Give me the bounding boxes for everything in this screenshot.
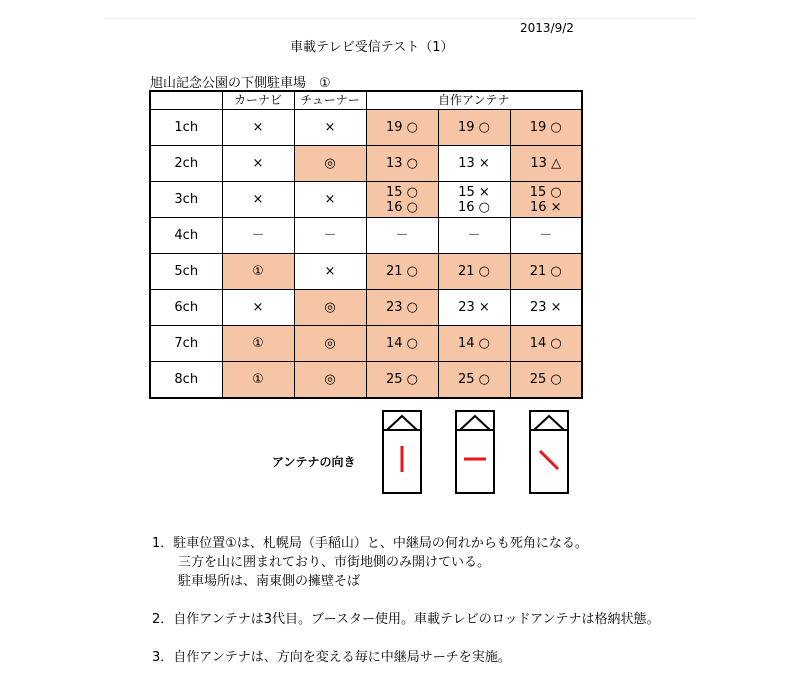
carnavi-cell: ① [222, 254, 294, 290]
note-3: 3．自作アンテナは、方向を変える毎に中継局サーチを実施。 [152, 650, 511, 665]
antenna-cell [438, 254, 510, 290]
top-rule [104, 18, 696, 19]
antenna-reading: 25 ○ [457, 372, 491, 387]
header-tuner: チューナー [294, 91, 366, 110]
location-label: 旭山記念公園の下側駐車場 ① [150, 76, 331, 91]
carnavi-cell: × [222, 110, 294, 146]
antenna-cell [510, 146, 582, 182]
antenna-cell [438, 182, 510, 218]
antenna-cell [438, 362, 510, 399]
channel-cell: 2ch [150, 146, 222, 182]
antenna-reading: 25 ○ [385, 372, 419, 387]
antenna-reading: 19 ○ [457, 120, 491, 135]
reception-table [149, 90, 583, 399]
antenna-reading: 21 ○ [385, 264, 419, 279]
antenna-diagonal-diagram [529, 410, 569, 494]
table-row [150, 326, 582, 362]
tuner-cell: × [294, 110, 366, 146]
table-row [150, 182, 582, 218]
antenna-reading: 13 × [458, 156, 490, 171]
antenna-cell [510, 326, 582, 362]
antenna-reading: 16 × [529, 199, 562, 215]
table-body [150, 110, 582, 399]
antenna-reading: － [395, 228, 409, 243]
antenna-cell [438, 290, 510, 326]
antenna-cell [510, 290, 582, 326]
antenna-cell [510, 218, 582, 254]
antenna-reading: 15 ○ [529, 184, 562, 200]
antenna-cell [510, 182, 582, 218]
antenna-reading: 23 ○ [385, 300, 419, 315]
channel-cell: 7ch [150, 326, 222, 362]
channel-cell: 3ch [150, 182, 222, 218]
antenna-cell [366, 182, 438, 218]
antenna-cell [366, 362, 438, 399]
antenna-cell [366, 110, 438, 146]
tuner-cell: ◎ [294, 146, 366, 182]
table-row [150, 218, 582, 254]
table-row [150, 290, 582, 326]
antenna-direction-label: アンテナの向き [272, 455, 356, 469]
antenna-reading: 19 ○ [385, 120, 419, 135]
antenna-cell [366, 254, 438, 290]
antenna-vertical-diagram [382, 410, 422, 494]
antenna-reading: 15 × [458, 184, 490, 200]
table-row [150, 146, 582, 182]
carnavi-cell: ① [222, 362, 294, 399]
antenna-cell [366, 218, 438, 254]
antenna-cell [438, 218, 510, 254]
carnavi-cell: × [222, 290, 294, 326]
note-2: 2．自作アンテナは3代目。ブースター使用。車載テレビのロッドアンテナは格納状態。 [152, 612, 660, 627]
antenna-reading: 14 ○ [457, 336, 491, 351]
carnavi-cell: × [222, 182, 294, 218]
antenna-reading: 23 × [458, 300, 490, 315]
antenna-cell [438, 146, 510, 182]
channel-cell: 6ch [150, 290, 222, 326]
antenna-reading: 23 × [529, 300, 562, 315]
channel-cell: 8ch [150, 362, 222, 399]
tuner-cell: ◎ [294, 362, 366, 399]
tuner-cell: － [294, 218, 366, 254]
note-1-line-3: 駐車場所は、南東側の擁壁そば [152, 574, 361, 589]
carnavi-cell: － [222, 218, 294, 254]
tuner-cell: ◎ [294, 290, 366, 326]
antenna-reading: 13 △ [530, 156, 562, 171]
table-row [150, 254, 582, 290]
header-antenna: 自作アンテナ [366, 91, 582, 110]
table-header-row [150, 91, 582, 110]
channel-cell: 1ch [150, 110, 222, 146]
table-row [150, 362, 582, 399]
antenna-reading: － [539, 228, 553, 243]
antenna-reading: 19 ○ [529, 120, 562, 135]
channel-cell: 4ch [150, 218, 222, 254]
antenna-cell [366, 326, 438, 362]
tuner-cell: × [294, 254, 366, 290]
note-1-line-1: 1．駐車位置①は、札幌局（手稲山）と、中継局の何れからも死角になる。 [152, 536, 588, 551]
antenna-reading: 25 ○ [529, 372, 562, 387]
notes-section [152, 534, 660, 667]
tuner-cell: × [294, 182, 366, 218]
antenna-cell [510, 110, 582, 146]
carnavi-cell: ① [222, 326, 294, 362]
note-1-line-2: 三方を山に囲まれており、市街地側のみ開けている。 [152, 555, 491, 570]
header-blank-cell [150, 91, 222, 110]
antenna-reading: 15 ○ [385, 184, 419, 200]
antenna-reading: 14 ○ [385, 336, 419, 351]
antenna-cell [366, 290, 438, 326]
antenna-horizontal-diagram [455, 410, 495, 494]
antenna-reading: 21 ○ [529, 264, 562, 279]
document-date: 2013/9/2 [520, 21, 574, 35]
antenna-reading: 21 ○ [457, 264, 491, 279]
antenna-reading: 13 ○ [385, 156, 419, 171]
document-title: 車載テレビ受信テスト（1） [290, 40, 454, 55]
antenna-reading: 16 ○ [385, 199, 419, 215]
table-row [150, 110, 582, 146]
antenna-reading: 14 ○ [529, 336, 562, 351]
antenna-cell [510, 362, 582, 399]
channel-cell: 5ch [150, 254, 222, 290]
carnavi-cell: × [222, 146, 294, 182]
antenna-reading: － [467, 228, 481, 243]
tuner-cell: ◎ [294, 326, 366, 362]
antenna-cell [510, 254, 582, 290]
antenna-cell [438, 326, 510, 362]
header-carnavi: カーナビ [222, 91, 294, 110]
antenna-reading: 16 ○ [457, 199, 491, 215]
antenna-cell [438, 110, 510, 146]
antenna-cell [366, 146, 438, 182]
